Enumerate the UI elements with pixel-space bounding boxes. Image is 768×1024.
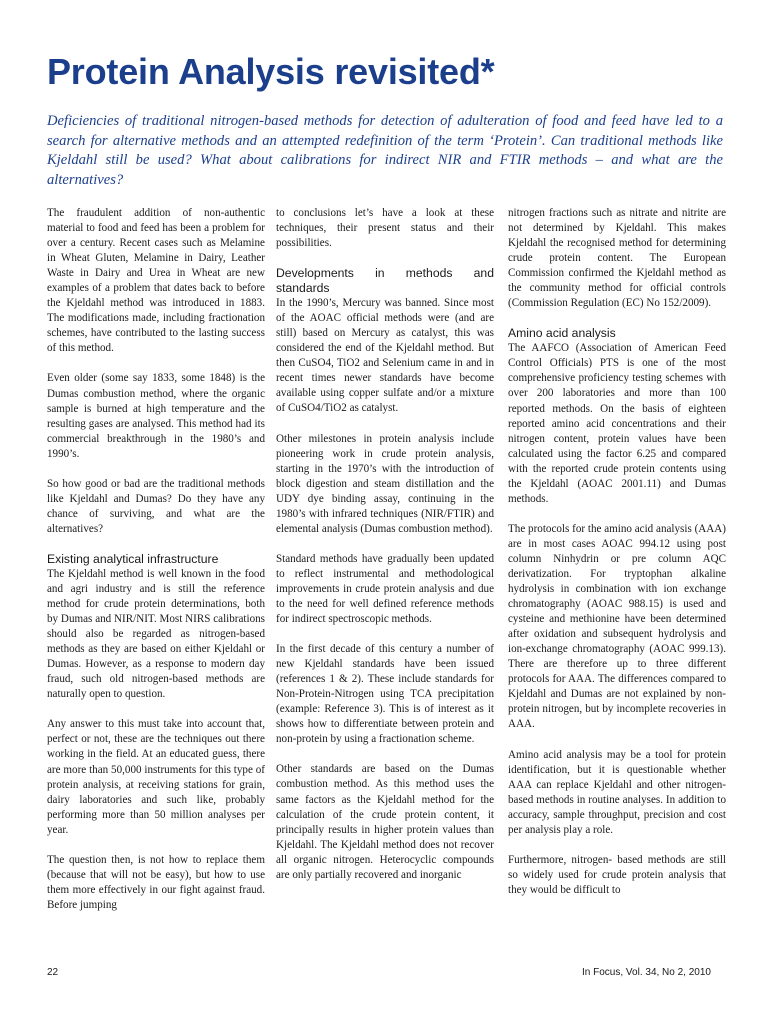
paragraph: Even older (some say 1833, some 1848) is the Dumas combustion method, where the organic sample is burned at high temperature and the resulting gases are analysed. This method had its commercial breakthrough in the 1980’s and 1990’s.: [47, 372, 265, 460]
paragraph: to conclusions let’s have a look at these techniques, their present status and their possibilities.: [276, 207, 494, 250]
paragraph: The protocols for the amino acid analysis (AAA) are in most cases AOAC 994.12 using post column Ninhydrin or pre column AQC derivatization. For tryptophan alkaline hydrolysis in combination with ion exchange chromatography (AOAC 988.15) is used and cysteine and methionine have been determined after oxidation and subsequent hydrolysis and ion-exchange chromatography (AOAC 999.13). There are therefore up to three different protocols for AAA. The differences compared to Kjeldahl and Dumas are not explained by non-protein nitrogen, but by incomplete recoveries in AAA.: [508, 522, 726, 731]
paragraph: Other standards are based on the Dumas combustion method. As this method uses the same factors as the Kjeldahl method for the calculation of the crude protein content, it principally results in higher protein values than Kjeldahl. The Kjeldahl method does not recover all organic nitrogen. Heterocyclic compounds are only partially recovered and inorganic: [276, 763, 494, 881]
page-number: 22: [47, 967, 59, 978]
article-lead: Deficiencies of traditional nitrogen-based methods for detection of adulteration of food and feed have led to a search for alternative methods and an attempted redefinition of the term ‘Protein’. Can traditional methods like Kjeldahl still be used? What about calibrations for indirect NIR and FTIR methods – and what are the alternatives?: [47, 113, 723, 188]
paragraph: Furthermore, nitrogen- based methods are still so widely used for crude protein analysis that they would be difficult to: [508, 853, 726, 896]
paragraph: In the first decade of this century a number of new Kjeldahl standards have been issued (references 1 & 2). These include standards for Non-Protein-Nitrogen using TCA precipitation (example: Reference 3). This is of interest as it shows how to differentiate between protein and non-protein by using a fractionation scheme.: [276, 643, 494, 746]
paragraph: The fraudulent addition of non-authentic material to food and feed has been a problem for over a century. Recent cases such as Melamine in Wheat Gluten, Melamine in Dairy, Leather Waste in Dairy and Urea in Wheat are new examples of a problem that dates back to before the Kjeldahl method was introduced in 1883. The modifications made, including fractionation schemes, have contributed to the lasting success of this method.: [47, 207, 265, 355]
article-title: Protein Analysis revisited*: [47, 51, 495, 92]
column-3: [508, 206, 726, 913]
column-1: [47, 206, 265, 928]
paragraph: The Kjeldahl method is well known in the food and agri industry and is still the reference method for crude protein determinations, both by Dumas and NIR/NIT. Most NIRS calibrations should also be regarded as nitrogen-based methods as they are based on either Kjeldahl or Dumas. However, as a response to modern day fraud, such old nitrogen-based methods are naturally open to question.: [47, 567, 265, 701]
paragraph: In the 1990’s, Mercury was banned. Since most of the AOAC official methods were (and are still) based on Mercury as catalyst, this was considered the end of the Kjeldahl method. But then CuSO4, TiO2 and Selenium came in and in recent times newer standards have become available using copper sulfate and/or a mixture of CuSO4/TiO2 as catalyst.: [276, 297, 494, 415]
paragraph: Other milestones in protein analysis include pioneering work in crude protein analysis, starting in the 1970’s with the introduction of block digestion and steam distillation and the UDY dye binding assay, continuing in the 1980’s with infrared techniques (NIR/FTIR) and elemental analysis (Dumas combustion method).: [276, 432, 494, 535]
paragraph: nitrogen fractions such as nitrate and nitrite are not determined by Kjeldahl. This makes Kjeldahl the recognised method for determining crude protein content. The European Commission confirmed the Kjeldahl method as the community method for official controls (Commission Regulation (EC) No 152/2009).: [508, 207, 726, 310]
section-heading: Amino acid analysis: [508, 326, 616, 341]
column-2: [276, 206, 494, 898]
paragraph: The question then, is not how to replace them (because that will not be easy), but how to use them more effectively in our fight against fraud. Before jumping: [47, 853, 265, 911]
publication-info: In Focus, Vol. 34, No 2, 2010: [582, 967, 711, 978]
paragraph: Amino acid analysis may be a tool for protein identification, but it is questionable whether AAA can replace Kjeldahl and other nitrogen-based methods in routine analyses. In addition to accuracy, sample throughput, precision and cost per analysis play a role.: [508, 748, 726, 836]
section-heading: Existing analytical infrastructure: [47, 551, 219, 566]
section-heading: Developments in methods and standards: [276, 266, 494, 296]
paragraph: The AAFCO (Association of American Feed Control Officials) PTS is one of the most comprehensive proficiency testing schemes with over 200 laboratories and more than 100 reported methods. On the basis of eighteen reported amino acid concentrations and their nitrogen content, protein values have been calculated using the factor 6.25 and compared with the reported crude protein contents using the Kjeldahl (AOAC 2001.11) and Dumas methods.: [508, 342, 726, 505]
paragraph: Standard methods have gradually been updated to reflect instrumental and methodological improvements in crude protein analysis and due to the need for well defined reference methods for indirect spectroscopic methods.: [276, 552, 494, 626]
paragraph: Any answer to this must take into account that, perfect or not, these are the techniques out there working in the field. At an educated guess, there are more than 50,000 instruments for this type of protein analysis, at receiving stations for grain, dairy laboratories and such like, probably performing more than 50 million analyses per year.: [47, 718, 265, 836]
paragraph: So how good or bad are the traditional methods like Kjeldahl and Dumas? Do they have any chance of surviving, and what are the alternatives?: [47, 477, 265, 535]
